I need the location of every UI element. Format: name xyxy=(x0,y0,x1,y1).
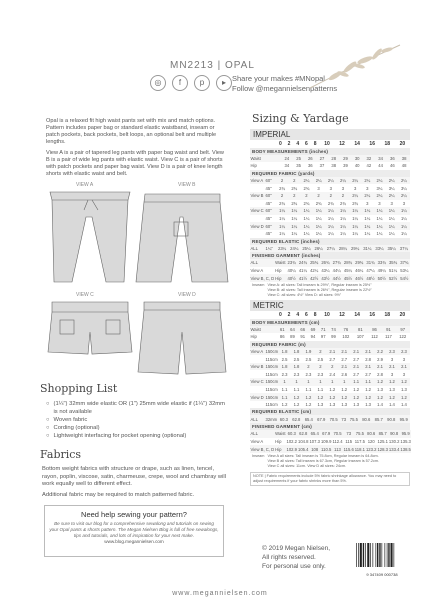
sizes-table xyxy=(250,311,410,319)
table-row: 115cm 1.1 1.1 1.1 1.1 1.2 1.2 1.2 1.2 1.3 1.3 1.3 xyxy=(265,386,407,392)
social-icons xyxy=(150,75,232,91)
table-row: Hip 86 89 91 94 97 99 102 107 112 117 122 xyxy=(250,334,407,340)
footer-url[interactable]: www.megannielsen.com xyxy=(172,590,268,597)
inseam-note: Inseam View A: all sizes: Tall inseam is 29½", Regular inseam is 25½" View B: all sizes: Tall inseam is 26½", Regular inseam is 22½" View C: all sizes: 4½" View D: all sizes: 9½" xyxy=(252,282,372,297)
youtube-icon[interactable]: ▸ xyxy=(216,75,232,91)
table-row: 45" 2¾ 2¾ 2¾ 2¾ 2¾ 2¾ 2¾ 3 3 3 3 xyxy=(265,200,406,206)
section-header: FINISHED GARMENT (inches) xyxy=(250,252,410,259)
blog-link[interactable]: www.blog.megannielsen.com xyxy=(104,539,164,544)
size-cell: 2 xyxy=(287,140,291,147)
shopping-list-title: Shopping List xyxy=(40,382,118,395)
unit-header: IMPERIAL xyxy=(250,129,410,140)
table-row: View A Hip 102.2 104.8 107.3 109.9 112.4 115 117.5 120 125.1 130.2 135.3 xyxy=(250,438,411,444)
unit-header: METRIC xyxy=(250,300,410,311)
section-header: REQUIRED FABRIC (m) xyxy=(250,341,410,348)
shopping-item: ○ Woven fabric xyxy=(46,417,88,423)
size-cell: 18 xyxy=(384,140,391,147)
table-row: View D 150cm 1.1 1.2 1.2 1.2 1.2 1.2 1.2 1.2 1.2 1.2 1.2 xyxy=(250,393,410,401)
table-row: ALL Waist 23¾ 24¾ 25¾ 26¾ 27¾ 28¾ 29¾ 31¾ 33¾ 35¾ 37¾ xyxy=(250,260,409,266)
technical-drawings xyxy=(40,182,230,382)
table-row: 115cm 2.3 2.3 2.3 2.3 2.4 2.6 2.7 2.7 2.8 3 3 xyxy=(265,371,406,377)
view-a-label: VIEW A xyxy=(76,182,94,188)
table-row: Hip 34 35 36 37 38 39 40 42 44 46 48 xyxy=(250,163,407,169)
table-row: View A 60" 2 2 2¼ 2¼ 2¼ 2¼ 2¼ 2¼ 2¼ 2¼ 2¼ xyxy=(250,177,410,185)
section-header: REQUIRED ELASTIC (inches) xyxy=(250,238,410,245)
view-d-drawing xyxy=(138,302,226,374)
size-cell: 2 xyxy=(287,311,291,318)
view-b-label: VIEW B xyxy=(178,182,196,188)
inseam-note: Inseam View A all sizes: Tall inseam is 75.8cm, Regular inseam is 64.8cm. View B all sizes: Tall inseam is 67.3cm, Regular inseam is 57.2cm. View C all sizes: 11cm. View D all sizes: 24cm. xyxy=(252,453,380,468)
size-cell: 14 xyxy=(354,140,360,147)
table-row: ALL 32mm 60.3 62.8 65.4 67.9 70.5 73 75.5 80.6 85.7 90.8 95.9 xyxy=(250,415,410,423)
section-header: BODY MEASUREMENTS (inches) xyxy=(250,148,410,155)
pinterest-icon[interactable]: p xyxy=(194,75,210,91)
barcode-icon xyxy=(355,543,409,567)
sizes-row xyxy=(250,140,410,148)
table-row: 115cm 2.5 2.5 2.5 2.5 2.7 2.7 2.7 2.8 2.9 3 3 xyxy=(265,356,406,362)
table-row: View D 60" 1¼ 1¼ 1¼ 1¼ 1¼ 1¼ 1¼ 1¼ 1¼ 1¼ 1¼ xyxy=(250,222,410,230)
section-header: BODY MEASUREMENTS (cm) xyxy=(250,319,410,326)
size-cell: 6 xyxy=(305,140,308,147)
barcode xyxy=(355,543,409,577)
shopping-item: ○ Lightweight interfacing for pocket opening (optional) xyxy=(46,433,187,439)
copyright-line-3: For personal use only. xyxy=(262,563,326,570)
size-cell: 4 xyxy=(296,311,300,318)
table-row: View C 150cm 1 1 1 1 1 1 1.1 1.1 1.2 1.2 1.2 xyxy=(250,378,410,386)
size-cell: 12 xyxy=(339,140,345,147)
help-body: Be sure to visit our blog for a comprehensive sewalong and tutorials on sewing your Opal pants & shorts pattern. The Megan Nielsen Blog is full of free sewalongs, tips and tutorials, and lots of inspiration for your next make. xyxy=(49,521,219,538)
table-row: View B 150cm 1.8 1.8 2 2 2 2.1 2.1 2.1 2.1 2.1 2.1 xyxy=(250,363,410,371)
section-header: REQUIRED ELASTIC (cm) xyxy=(250,408,410,415)
fabrics-title: Fabrics xyxy=(40,448,82,461)
table-row: ALL Waist 60.3 62.8 65.4 67.9 70.5 73 75.5 80.6 85.7 90.8 95.9 xyxy=(250,431,410,437)
table-row: Waist 24 25 26 27 28 29 30 32 34 36 38 xyxy=(250,155,410,163)
fabric-note: NOTE | Fabric requirements include 5% fabric shrinkage allowance. You may need to adjust requirements if your fabric shrinks more than 5%. xyxy=(250,472,410,486)
table-row: View A Hip 40¼ 41¼ 42¼ 43¼ 44¼ 45¼ 46¼ 47¼ 49¼ 51¼ 53¼ xyxy=(250,268,409,274)
view-b-drawing xyxy=(136,194,228,282)
pants-drawings xyxy=(40,182,230,382)
table-row: 45" 1¼ 1¼ 1¼ 1¼ 1¼ 1¼ 1¼ 1¼ 1¼ 1¼ 1¼ xyxy=(265,231,407,237)
shopping-item: ○ (1¼") 32mm wide elastic OR (1") 25mm wide elastic if (1¼") 32mm is not available xyxy=(46,401,225,415)
size-cell: 10 xyxy=(324,140,330,147)
size-cell: 14 xyxy=(354,311,360,318)
table-row: Waist 61 64 66 69 71 74 76 81 86 91 97 xyxy=(250,326,410,334)
size-cell: 0 xyxy=(278,311,282,318)
instagram-icon[interactable]: ◎ xyxy=(150,75,166,91)
view-c-drawing xyxy=(48,302,132,354)
sizing-title: Sizing & Yardage xyxy=(252,112,349,125)
table-row: View B, C, D Hip 40½ 41½ 42½ 43½ 44½ 45½ 46½ 48½ 50½ 52½ 54½ xyxy=(250,275,409,281)
description-paragraph-1: Opal is a relaxed fit high waist pants set with mix and match options. Pattern includes paper bag or standard elastic waistband, inseam or patch pockets, back pockets, belt loops, an optional belt and multiple lengths. xyxy=(46,118,217,145)
view-c-label: VIEW C xyxy=(76,292,94,298)
table-row: 45" 1¼ 1¼ 1¼ 1¼ 1¼ 1¼ 1¼ 1¼ 1¼ 1¼ 1¼ xyxy=(265,216,407,222)
copyright xyxy=(262,544,330,571)
sizes-table xyxy=(250,140,410,148)
size-cell: 18 xyxy=(384,311,391,318)
size-cell: 4 xyxy=(296,140,300,147)
section-header: REQUIRED FABRIC (yards) xyxy=(250,170,410,177)
table-row: 115cm 1.2 1.2 1.2 1.3 1.3 1.3 1.3 1.3 1.4 1.4 1.4 xyxy=(265,402,407,408)
fabrics-text xyxy=(42,466,228,502)
help-box xyxy=(44,505,224,557)
shopping-item: ○ Cording (optional) xyxy=(46,425,100,431)
size-cell: 20 xyxy=(399,140,406,147)
size-cell: 12 xyxy=(339,311,345,318)
table-row: 45" 2¾ 2¾ 2¾ 3 3 3 3 3 3¼ 3¼ 3¼ xyxy=(265,185,407,191)
copyright-line-2: All rights reserved. xyxy=(262,554,316,561)
size-cell: 20 xyxy=(399,311,406,318)
fabrics-paragraph-1: Bottom weight fabrics with structure or drape, such as linen, tencel, rayon, poplin, viscose, satin, charmeuse, crepe, wool and chambray will work equally well to different effect. xyxy=(42,466,226,487)
table-row: View A 150cm 1.8 1.8 1.9 2 2.1 2.1 2.1 2.1 2.2 2.3 2.3 xyxy=(250,348,410,356)
description-paragraph-2: View A is a pair of tapered leg pants with paper bag waist and belt. View B is a pair of wide leg pants with elastic waist. View C is a pair of shorts with patch pockets and paper bag waist. View D is a pair of knee length shorts with elastic waist and belt. xyxy=(46,150,224,177)
help-title: Need help sewing your pattern? xyxy=(81,510,187,519)
size-cell: 6 xyxy=(305,311,308,318)
shopping-list xyxy=(46,400,226,440)
fabrics-paragraph-2: Additional fabric may be required to match patterned fabric. xyxy=(42,491,195,498)
view-d-label: VIEW D xyxy=(178,292,196,298)
section-header: FINISHED GARMENT (cm) xyxy=(250,423,410,430)
follow-line: Follow @megannielsenpatterns xyxy=(232,84,338,93)
share-line: Share your makes #MNopal xyxy=(232,74,325,83)
pattern-brand-title: MN2213 | OPAL xyxy=(170,60,255,71)
size-cell: 10 xyxy=(324,311,330,318)
view-a-drawing xyxy=(50,192,130,282)
table-row: View B 60" 2 2 2 2 2 2 2¼ 2¼ 2¼ 2¼ 2¼ xyxy=(250,192,410,200)
table-row: View B, C, D Hip 102.9 105.4 108 110.5 113 115.6 118.1 123.2 128.3 133.4 138.5 xyxy=(250,446,411,452)
botanical-illustration-icon xyxy=(305,40,405,92)
size-cell: 8 xyxy=(313,311,317,318)
size-cell: 16 xyxy=(369,311,375,318)
table-row: ALL 1¼" 23¼ 24¼ 25¼ 26¼ 27¼ 28¼ 29¼ 31¼ 33¼ 35¼ 37¼ xyxy=(250,245,410,253)
table-row: View C 60" 1¼ 1¼ 1¼ 1¼ 1¼ 1¼ 1¼ 1¼ 1¼ 1¼ 1¼ xyxy=(250,207,410,215)
sizing-tables xyxy=(250,128,410,486)
sizes-row xyxy=(250,311,410,319)
size-cell: 0 xyxy=(278,140,282,147)
size-cell: 8 xyxy=(313,140,317,147)
barcode-number: 9 347409 000738 xyxy=(366,572,398,577)
size-cell: 16 xyxy=(369,140,375,147)
facebook-icon[interactable]: f xyxy=(172,75,188,91)
copyright-line-1: © 2019 Megan Nielsen, xyxy=(262,545,331,552)
pattern-description xyxy=(46,118,226,182)
